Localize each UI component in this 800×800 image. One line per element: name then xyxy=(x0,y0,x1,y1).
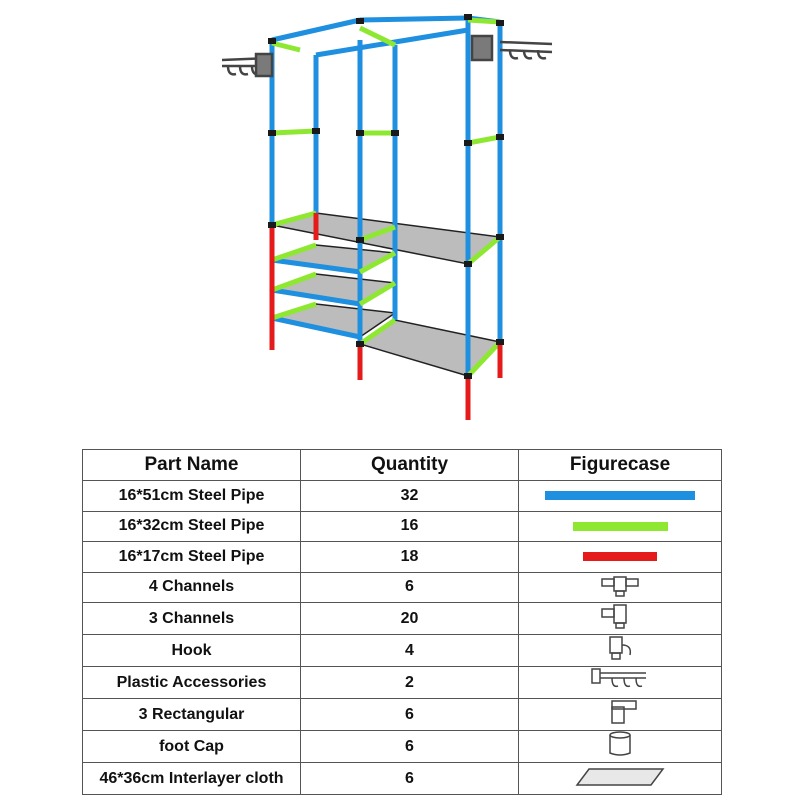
figurecase-cell xyxy=(519,511,722,542)
three-channel-connector-icon xyxy=(600,603,640,634)
table-row xyxy=(83,763,722,795)
quantity-cell: 4 xyxy=(301,635,519,667)
figurecase-cell xyxy=(519,572,722,603)
quantity-cell: 20 xyxy=(301,603,519,635)
quantity-cell: 6 xyxy=(301,699,519,731)
foot-cap-icon xyxy=(600,731,640,762)
part-name-cell: 16*17cm Steel Pipe xyxy=(83,542,301,573)
table-row xyxy=(83,603,722,635)
quantity-cell: 18 xyxy=(301,542,519,573)
quantity-cell: 6 xyxy=(301,731,519,763)
figurecase-cell xyxy=(519,699,722,731)
hook-connector-icon xyxy=(600,635,640,666)
table-row xyxy=(83,731,722,763)
table-row xyxy=(83,635,722,667)
part-name-cell: 3 Channels xyxy=(83,603,301,635)
figurecase-cell xyxy=(519,763,722,795)
red-pipe-bar xyxy=(583,552,657,561)
part-name-cell: 3 Rectangular xyxy=(83,699,301,731)
figurecase-cell xyxy=(519,731,722,763)
table-row xyxy=(83,699,722,731)
figurecase-cell xyxy=(519,603,722,635)
elbow-connector-icon xyxy=(600,699,640,730)
header-figurecase: Figurecase xyxy=(519,450,722,481)
part-name-cell: Plastic Accessories xyxy=(83,667,301,699)
parts-table xyxy=(82,449,722,795)
table-row xyxy=(83,667,722,699)
part-name-cell: 16*32cm Steel Pipe xyxy=(83,511,301,542)
part-name-cell: foot Cap xyxy=(83,731,301,763)
quantity-cell: 16 xyxy=(301,511,519,542)
table-row xyxy=(83,572,722,603)
table-row xyxy=(83,481,722,512)
green-pipe-bar xyxy=(573,522,668,531)
figurecase-cell xyxy=(519,542,722,573)
part-name-cell: Hook xyxy=(83,635,301,667)
part-name-cell: 46*36cm Interlayer cloth xyxy=(83,763,301,795)
table-row xyxy=(83,511,722,542)
four-channel-connector-icon xyxy=(600,573,640,602)
part-name-cell: 16*51cm Steel Pipe xyxy=(83,481,301,512)
header-quantity: Quantity xyxy=(301,450,519,481)
quantity-cell: 6 xyxy=(301,572,519,603)
quantity-cell: 2 xyxy=(301,667,519,699)
shelf-cloth-icon xyxy=(575,763,665,794)
part-name-cell: 4 Channels xyxy=(83,572,301,603)
blue-pipe-bar xyxy=(545,491,695,500)
quantity-cell: 6 xyxy=(301,763,519,795)
figurecase-cell xyxy=(519,667,722,699)
header-part-name: Part Name xyxy=(83,450,301,481)
figurecase-cell xyxy=(519,481,722,512)
table-row xyxy=(83,542,722,573)
figurecase-cell xyxy=(519,635,722,667)
table-header-row xyxy=(83,450,722,481)
hanger-bracket-icon xyxy=(590,667,650,698)
quantity-cell: 32 xyxy=(301,481,519,512)
